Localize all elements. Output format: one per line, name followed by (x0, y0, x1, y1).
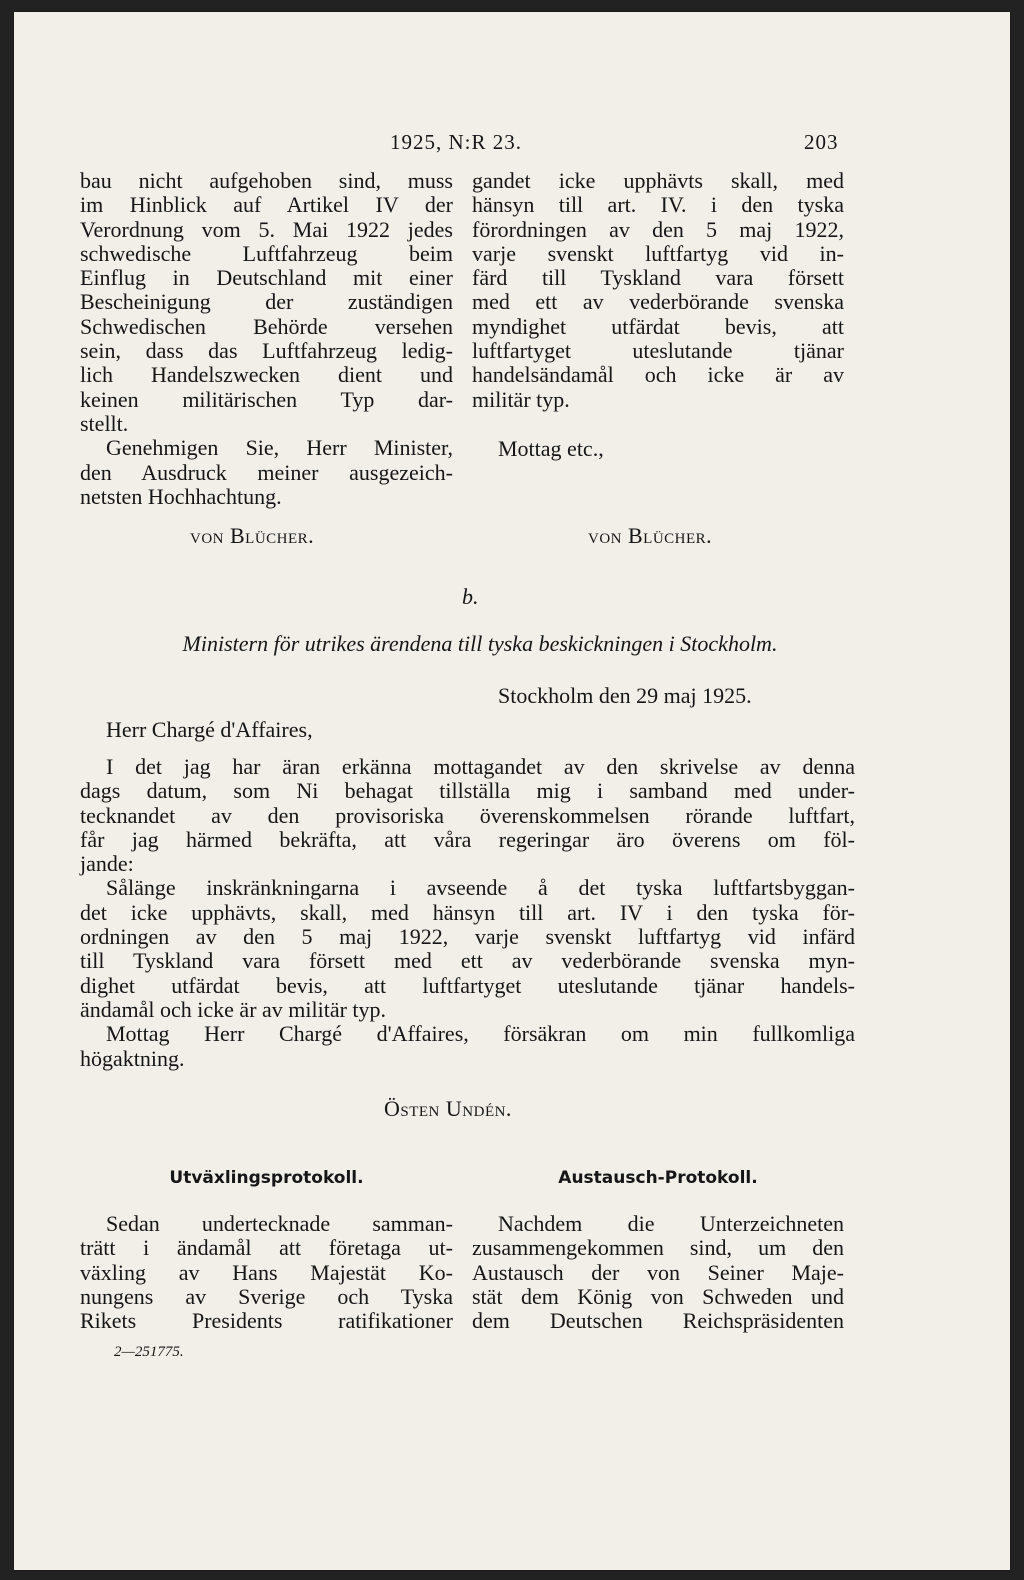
text-line: Genehmigen Sie, Herr Minister, (106, 435, 453, 461)
text-line: gandet icke upphävts skall, med (472, 168, 844, 193)
text-line: den Ausdruck meiner ausgezeich- (80, 459, 453, 485)
text-line: netsten Hochhachtung. (80, 483, 282, 509)
text-line: lich Handelszwecken dient und (80, 362, 453, 388)
text-line: Nachdem die Unterzeichneten (498, 1211, 844, 1236)
text-line: myndighet utfärdat bevis, att (472, 313, 844, 339)
text-line: Schwedischen Behörde versehen (80, 313, 453, 339)
text-line: luftfartyget uteslutande tjänar (472, 338, 844, 364)
text-line: bau nicht aufgehoben sind, muss (80, 168, 453, 193)
german-letter-column (80, 169, 453, 509)
text-line: nungens av Sverige och Tyska (80, 1283, 453, 1309)
print-code: 2—251775. (114, 1344, 184, 1360)
text-line: stellt. (80, 410, 129, 436)
text-line: färd till Tyskland vara försett (472, 265, 844, 291)
text-line: Mottag Herr Chargé d'Affaires, försäkran om min fullkomliga (106, 1021, 855, 1047)
text-line: varje svenskt luftfartyg vid in- (472, 240, 844, 266)
text-line: dem Deutschen Reichspräsidenten (472, 1308, 844, 1334)
text-line: dighet utfärdat bevis, att luftfartyget uteslutande tjänar handels- (80, 972, 855, 998)
swedish-closing: Mottag etc., (498, 436, 604, 461)
text-line: schwedische Luftfahrzeug beim (80, 240, 453, 266)
text-line: högaktning. (80, 1045, 185, 1071)
text-line: dags datum, som Ni behagat tillställa mig i samband med under- (80, 778, 855, 804)
text-line: till Tyskland vara försett med ett av vederbörande svenska myn- (80, 948, 855, 974)
text-line: Verordnung vom 5. Mai 1922 jedes (80, 216, 453, 242)
text-line: keinen militärischen Typ dar- (80, 386, 453, 412)
text-line: ändamål och icke är av militär typ. (80, 996, 387, 1022)
text-line: stät dem König von Schweden und (472, 1283, 844, 1309)
text-line: im Hinblick auf Artikel IV der (80, 192, 453, 218)
letter-body (80, 755, 855, 1071)
text-line: Rikets Presidents ratifikationer (80, 1308, 453, 1334)
text-line: trätt i ändamål att företaga ut- (80, 1235, 453, 1261)
running-title: 1925, N:R 23. (390, 130, 523, 154)
text-line: I det jag har äran erkänna mottagandet av den skrivelse av denna (106, 754, 855, 779)
section-label: b. (462, 584, 479, 609)
protocol-title-swedish: Utväxlingsprotokoll. (169, 1168, 364, 1188)
text-line: hänsyn till art. IV. i den tyska (472, 192, 844, 218)
swedish-signature: von Blücher. (588, 523, 713, 548)
salutation: Herr Chargé d'Affaires, (106, 717, 313, 742)
german-signature: von Blücher. (190, 523, 315, 548)
text-line: jande: (80, 851, 134, 877)
minister-signature: Östen Undén. (384, 1096, 512, 1121)
text-line: Austausch der von Seiner Maje- (472, 1259, 844, 1285)
text-line: växling av Hans Majestät Ko- (80, 1259, 453, 1285)
text-line: militär typ. (472, 386, 570, 412)
text-line: zusammengekommen sind, um den (472, 1235, 844, 1261)
text-line: det icke upphävts, skall, med hänsyn till art. IV i den tyska för- (80, 899, 855, 925)
text-line: Bescheinigung der zuständigen (80, 289, 453, 315)
text-line: ordningen av den 5 maj 1922, varje svenskt luftfartyg vid infärd (80, 924, 855, 950)
section-heading: Ministern för utrikes ärendena till tyska beskickningen i Stockholm. (182, 631, 778, 656)
protocol-german-column (472, 1212, 844, 1333)
text-line: med ett av vederbörande svenska (472, 289, 844, 315)
swedish-letter-column (472, 169, 844, 412)
text-line: får jag härmed bekräfta, att våra regeringar äro överens om föl- (80, 826, 855, 852)
protocol-title-german: Austausch-Protokoll. (558, 1168, 758, 1188)
text-line: förordningen av den 5 maj 1922, (472, 216, 844, 242)
text-line: Sedan undertecknade samman- (106, 1211, 453, 1236)
text-line: Einflug in Deutschland mit einer (80, 265, 453, 291)
protocol-swedish-column (80, 1212, 453, 1333)
place-date: Stockholm den 29 maj 1925. (498, 683, 752, 708)
text-line: tecknandet av den provisoriska överenskommelsen rörande luftfart, (80, 802, 855, 828)
document-page (14, 12, 1010, 1570)
text-line: handelsändamål och icke är av (472, 362, 844, 388)
page-number: 203 (804, 130, 839, 154)
text-line: sein, dass das Luftfahrzeug ledig- (80, 338, 453, 364)
text-line: Sålänge inskränkningarna i avseende å det tyska luftfartsbyggan- (106, 875, 855, 901)
